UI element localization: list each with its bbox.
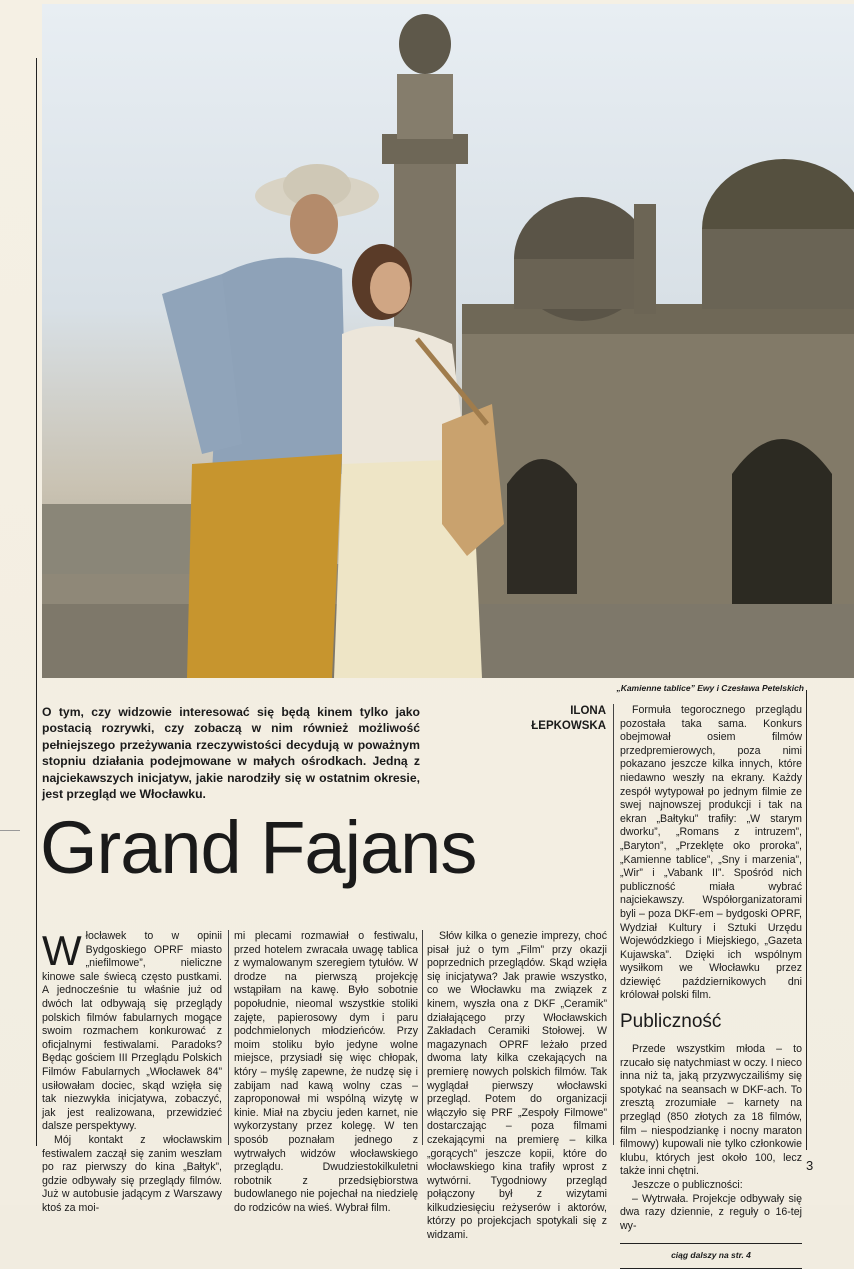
author-first-name: ILONA [570,705,606,717]
text-column-2 [234,930,418,1215]
author-last-name: ŁEPKOWSKA [531,720,606,732]
column-4-paragraph-2: Przede wszystkim młoda – to rzucało się natychmiast w oczy. I nieco inna niż ta, jaką przyzwyczailiśmy się spotykać na seansach w DKF-ach. To zresztą zrozumiałe – karnety na przegląd (850 złotych za 18 filmów, film – niespodziankę i nocny maraton filmowy) kupowali nie tylko członkowie klubu, których jest około 100, lecz także inni chętni. [620,1043,802,1178]
column-1-paragraph-2: Mój kontakt z włocławskim festiwalem zaczął się zanim weszłam po raz pierwszy do kina „Bałtyk”, gdzie odbywały się przeglądy filmów. Już w autobusie jadącym z Warszawy ktoś za moi- [42,1133,222,1214]
photo-illustration [42,4,854,678]
page-number: 3 [806,1158,814,1173]
photo-caption: „Kamienne tablice” Ewy i Czesława Petelskich [616,683,804,693]
column-divider [613,704,614,1145]
continued-note: ciąg dalszy na str. 4 [620,1243,802,1269]
column-2-paragraph-1: mi plecami rozmawiał o festiwalu, przed hotelem zwracała uwagę tablica z wymalowanym szeregiem tytułów. W drodze na pierwszą projekcję wstąpiłam na kawę. Było sobotnie popołudnie, nieomal wszystkie stoliki zajęte, papierosowy dym i paru podchmielonych młodzieńców. Przy moim stoliku było jedyne wolne miejsce, przysiadł się więc chłopak, który – myślę zapewne, że nudzę się i zabijam nad kawą wolny czas – zaproponował mi wspólną wizytę w kinie. Miał na zbyciu jeden karnet, nie wykorzystany przez kolegę. W ten sposób poznałam jednego z wytrwałych widzów włocławskiego przeglądu. Dwudziestokilkuletni robotnik z przedsiębiorstwa budowlanego nie pojechał na niedzielę do rodziców na wieś. Wybrał film. [234,930,418,1214]
text-column-1 [42,927,222,1215]
lead-paragraph: O tym, czy widzowie interesować się będą kinem tylko jako postacią rozrywki, czy zobaczą w nim również możliwość pełniejszego przeżywania rzeczywistości decydują w poważnym stopniu działania podejmowane w małych ośrodkach. Jedną z najciekawszych inicjatyw, jakie narodziły się w ostatnim okresie, jest przegląd we Włocławku. [42,705,420,802]
column-3-paragraph-1: Słów kilka o genezie imprezy, choć pisał już o tym „Film” przy okazji poprzednich przeglądów. Skąd wzięła się inicjatywa? Jak prawie wszystko, co we Włocławku ma związek z kinem, wyszła ona z DKF „Ceramik” działającego przy Włocławskich Zakładach Ceramiki Stołowej. W magazynach OPRF leżało przed dwoma laty kilka czekających na premierę nowych polskich filmów. Tak wyglądał pierwszy włocławski przegląd. Potem do organizacji włączyło się PRF „Zespoły Filmowe” dostarczając – poza filmami czekającymi na premierę – kilka „gorących” jeszcze kopii, które do włocławskiego kina trafiły wprost z wytwórni. Tygodniowy przegląd połączony był z wizytami kilkudziesięciu reżyserów i aktorów, którzy po projekcjach spotykali się z widzami. [427,930,607,1242]
article-headline: Grand Fajans [40,806,477,889]
text-column-4 [620,704,802,1269]
column-4-paragraph-1: Formuła tegorocznego przeglądu pozostała taka sama. Konkurs obejmował osiem filmów przedpremierowych, poza nimi pokazano jeszcze kilka innych, które niedawno weszły na ekrany. Każdy zespół wytypował po jednym filmie ze swej najnowszej produkcji i tak na ekran „Bałtyku” trafiły: „W starym dworku”, „Romans z intruzem”, „Baryton”, „Przeklęte oko proroka”, „Kamienne tablice”, „Sny i marzenia”, „Wir” i „Vabank II”. Spośród nich publiczność miała wybrać najciekawszy. Współorganizatorami byli – poza DKF-em – bydgoski OPRF, Wydział Kultury i Sztuki Urzędu Wojewódzkiego i Miejskiego, „Gazeta Kujawska”. Dzięki ich wspólnym wysiłkom we Włocławku przez dziewięć październikowych dni królował polski film. [620,704,802,1002]
column-divider [422,930,423,1145]
column-4-paragraph-4: – Wytrwała. Projekcje odbywały się dwa razy dziennie, z reguły o 16-tej wy- [620,1192,802,1232]
right-column-rule [806,690,807,1150]
film-still-photo [42,4,854,678]
column-1-paragraph-1 [42,927,222,1134]
margin-mark [0,830,20,831]
text-column-3 [427,930,607,1243]
column-1-paragraph-1-text: łocławek to w opinii Bydgoskiego OPRF miasto „niefilmowe”, nieliczne kinowe sale świecą często pustkami. A jednocześnie tu właśnie już od dwóch lat odbywają się przeglądy polskich filmów fabularnych mogące swoim rozmachem konkurować z oficjalnymi festiwalami. Paradoks? Będąc gościem III Przeglądu Polskich Filmów Fabularnych „Włocławek 84” usiłowałam dociec, skąd wzięła się tak niezwykła inicjatywa, zobaczyć, jak jest realizowana, przewidzieć dalsze perspektywy. [42,930,222,1133]
drop-cap: W [42,927,82,974]
left-column-rule [36,58,37,1146]
section-subhead: Publiczność [620,1011,722,1033]
column-divider [228,930,229,1145]
column-4-paragraph-3: Jeszcze o publiczności: [632,1179,743,1191]
author-byline [504,704,606,734]
